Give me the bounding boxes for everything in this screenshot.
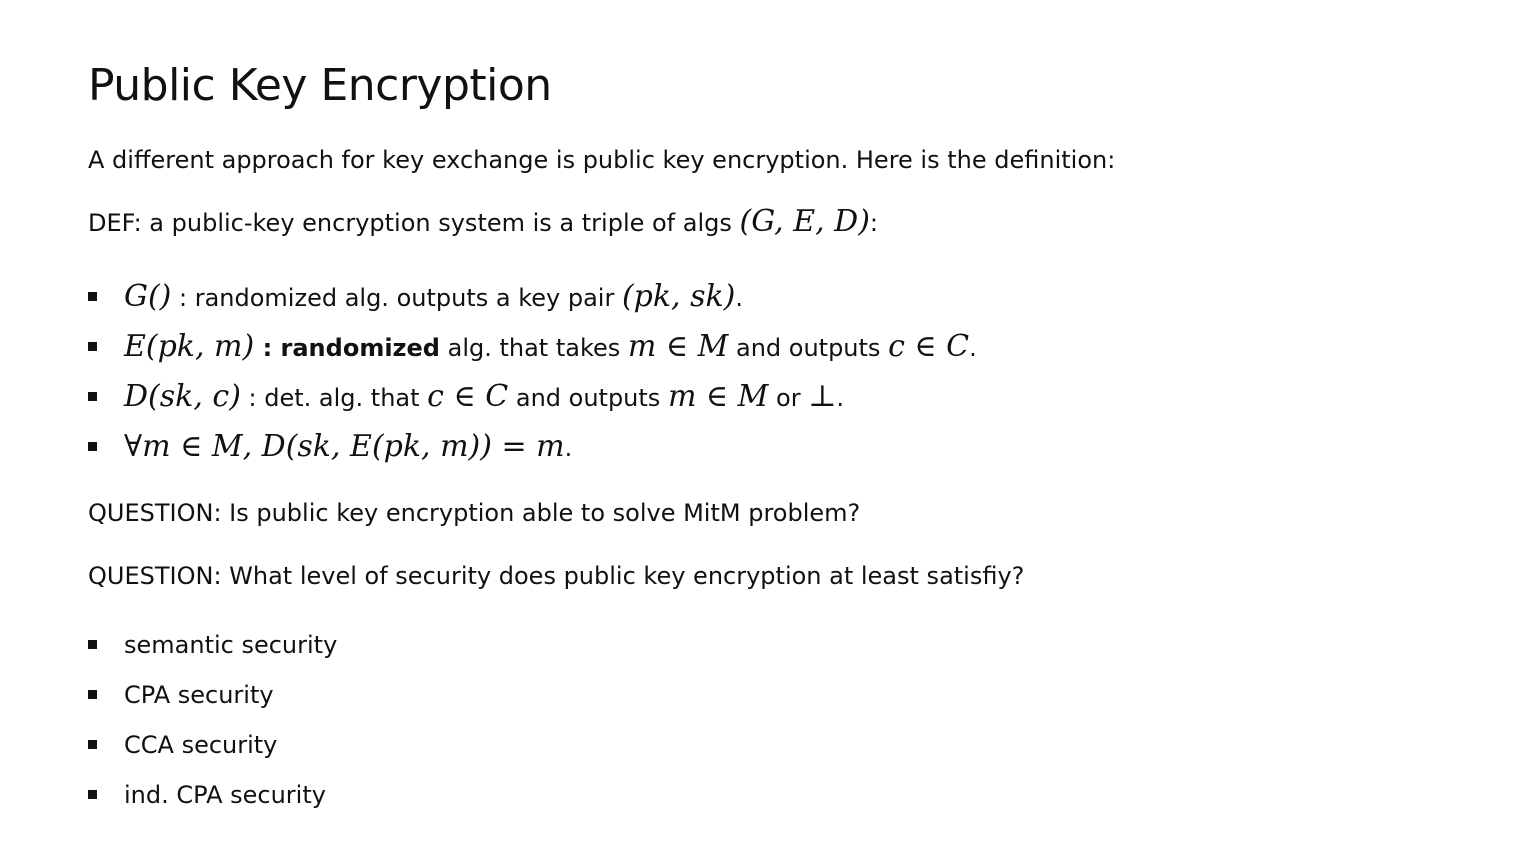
option-cca-security: CCA security [88,720,337,770]
encrypt-text-2: and outputs [728,334,889,362]
decrypt-message-space: M [737,379,769,414]
encrypt-message-space: M [697,329,729,364]
decrypt-cipher-math: c ∈ [427,379,486,414]
encrypt-period: . [969,334,977,362]
decrypt-text: : det. alg. that [240,384,428,412]
decrypt-text-3: or [768,384,809,412]
def-item-encrypt [88,322,977,372]
definition-math: (G, E, D) [739,204,870,239]
keygen-math: G() [124,279,172,314]
definition-prefix: DEF: a public-key encryption system is a triple of algs [88,209,740,237]
slide-title: Public Key Encryption [88,60,552,111]
decrypt-period: . [836,384,845,412]
decrypt-text-2: and outputs [508,384,668,412]
correctness-math: ∀m ∈ [124,429,212,464]
question-mitm: QUESTION: Is public key encryption able to solve MitM problem? [88,499,861,527]
encrypt-cipher-space: C [946,329,970,364]
decrypt-message-math: m ∈ [667,379,738,414]
option-cpa-security: CPA security [88,670,337,720]
intro-paragraph: A different approach for key exchange is public key encryption. Here is the definition: [88,146,1116,174]
encrypt-text: alg. that takes [439,334,628,362]
definition-line [88,204,878,239]
option-ind-cpa-security: ind. CPA security [88,770,337,820]
security-options-list [88,620,337,820]
def-item-correctness [88,422,977,472]
encrypt-cipher-math: c ∈ [888,329,947,364]
keygen-text: : randomized alg. outputs a key pair [171,284,622,312]
def-item-decrypt [88,372,977,422]
decrypt-math: D(sk, c) [124,379,241,414]
option-semantic-security: semantic security [88,620,337,670]
definition-suffix: : [869,209,879,237]
decrypt-cipher-space: C [485,379,509,414]
definition-list [88,272,977,472]
question-security-level: QUESTION: What level of security does public key encryption at least satisfiy? [88,562,1025,590]
keygen-keypair-math: (pk, sk) [621,279,736,314]
correctness-math-rest: , D(sk, E(pk, m)) = m [242,429,565,464]
encrypt-message-math: m ∈ [627,329,698,364]
keygen-period: . [735,284,744,312]
correctness-message-space: M [211,429,243,464]
encrypt-randomized: : randomized [254,334,440,362]
def-item-keygen [88,272,977,322]
encrypt-math: E(pk, m) [124,329,255,364]
correctness-period: . [564,434,573,462]
decrypt-bottom-symbol: ⊥ [808,379,837,414]
